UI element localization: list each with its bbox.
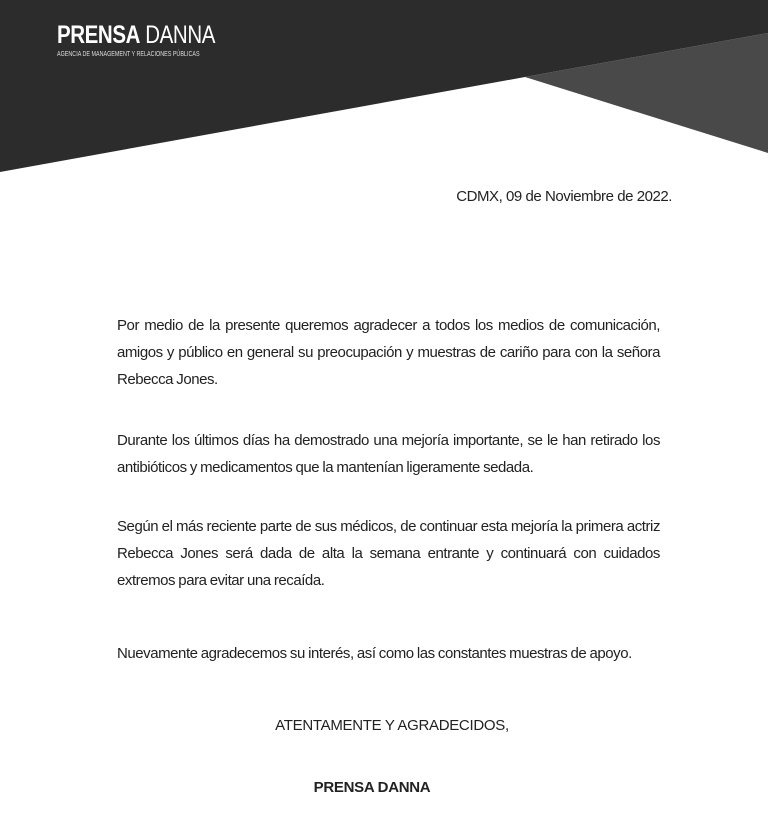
paragraph-line: amigos y público en general su preocupación y muestras de cariño para con la señora: [117, 344, 660, 361]
logo-brand-light: DANNA: [145, 21, 215, 49]
logo-tagline: AGENCIA DE MANAGEMENT Y RELACIONES PÚBLICAS: [57, 49, 200, 58]
paragraph-line: Por medio de la presente queremos agradecer a todos los medios de comunicación,: [117, 317, 660, 334]
paragraph-line: Rebecca Jones.: [117, 371, 218, 388]
paragraph-line: Nuevamente agradecemos su interés, así como las constantes muestras de apoyo.: [117, 645, 632, 662]
paragraph-line: Rebecca Jones será dada de alta la semana entrante y continuará con cuidados: [117, 545, 660, 562]
logo-brand-bold: PRENSA: [57, 21, 140, 49]
paragraph-line: Según el más reciente parte de sus médicos, de continuar esta mejoría la primera actriz: [117, 518, 660, 535]
signature: PRENSA DANNA: [313, 779, 431, 796]
date: CDMX, 09 de Noviembre de 2022.: [456, 188, 672, 205]
closing: ATENTAMENTE Y AGRADECIDOS,: [275, 717, 509, 734]
paragraph-line: extremos para evitar una recaída.: [117, 572, 325, 589]
paragraph-line: Durante los últimos días ha demostrado una mejoría importante, se le han retirado los: [117, 432, 660, 449]
paragraph-line: antibióticos y medicamentos que la mantenían ligeramente sedada.: [117, 459, 534, 476]
logo: [57, 22, 255, 58]
